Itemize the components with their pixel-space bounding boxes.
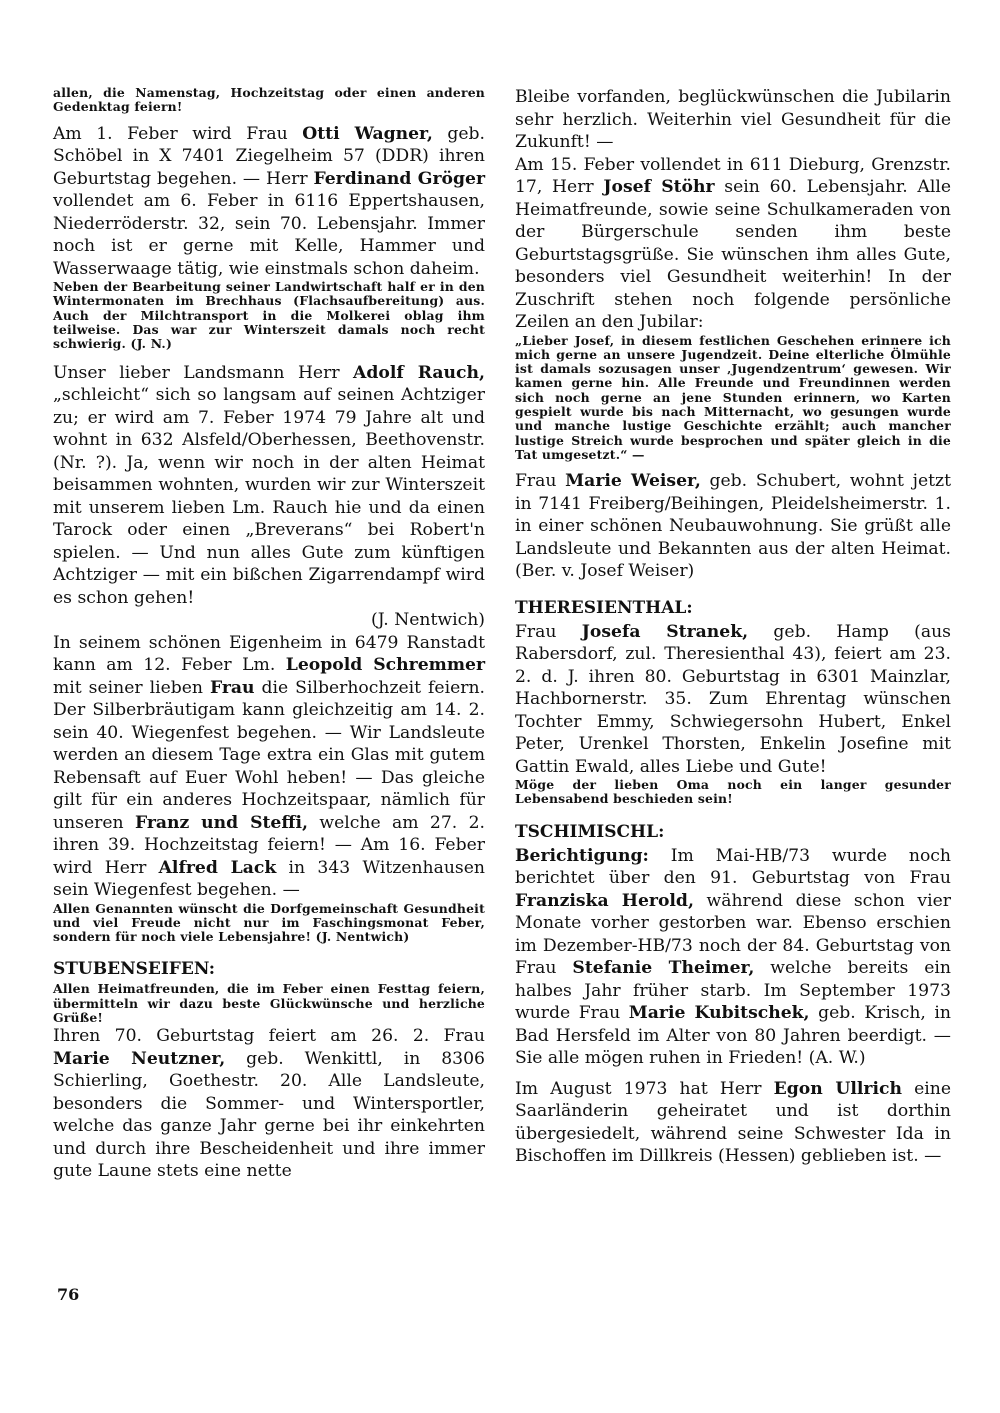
right-column [515, 86, 951, 1168]
heading-stubenseifen: STUBENSEIFEN: [53, 959, 216, 980]
left-column [53, 86, 485, 1183]
paragraph-continuation: Bleibe vorfanden, beglückwünschen die Jubilarin sehr herzlich. Weiterhin viel Gesundheit für die Zukunft! — [515, 87, 951, 152]
paragraph-weiser: Frau Marie Weiser, geb. Schubert, wohnt jetzt in 7141 Freiberg/Beihingen, Pleidelsheimerstr. 1. in einer schönen Neubauwohnung. Sie grüßt alle Landsleute und Bekannten aus der alten Heimat. (Ber. v. Josef Weiser) [515, 471, 951, 582]
signature-nentwich: (J. Nentwich) [371, 610, 485, 631]
heading-tschimischl: TSCHIMISCHL: [515, 821, 665, 842]
paragraph-stoehr: Am 15. Feber vollendet in 611 Dieburg, Grenzstr. 17, Herr Josef Stöhr sein 60. Lebensjahr. Alle Heimatfreunde, sowie seine Schulkameraden von der Bürgerschule senden ihm beste Geburtstagsgrüße. Sie wünschen ihm alles Gute, besonders viel Gesundheit weiterhin! In der Zuschrift stehen noch folgende persönliche Zeilen an den Jubilar: [515, 154, 951, 332]
paragraph-neutzner: Ihren 70. Geburtstag feiert am 26. 2. Frau Marie Neutzner, geb. Wenkittl, in 8306 Schierling, Goethestr. 20. Alle Landsleute, besonders die Sommer- und Wintersportler, welche das ganze Jahr gerne bei ihr einkehrten und durch ihre Bescheidenheit und ihre immer gute Laune stets eine nette [53, 1026, 485, 1182]
quote-letter: „Lieber Josef, in diesem festlichen Geschehen erinnere ich mich gerne an unsere Jugendzeit. Deine elterliche Ölmühle ist damals sozusagen unser ‚Jugendzentrum‘ gewesen. Wir kamen gerne hin. Alle Freunde und Freundinnen werden sich noch gerne an jene Stunden erinnern, wo Karten gespielt wurde bis nach Mitternacht, wo gesungen wurde und manche lustige Geschichte erzählt; auch mancher lustige Streich wurde besprochen und später gleich in die Tat umgesetzt.“ — [515, 332, 951, 462]
paragraph-ullrich: Im August 1973 hat Herr Egon Ullrich eine Saarländerin geheiratet und ist dorthin übergesiedelt, während seine Schwester Ida in Bischoffen im Dillkreis (Hessen) geblieben ist. — [515, 1078, 952, 1167]
paragraph-schremmer: In seinem schönen Eigenheim in 6479 Ranstadt kann am 12. Feber Lm. Leopold Schremmer mit seiner lieben Frau die Silberhochzeit feiern. Der Silberbräutigam kann gleichzeitig am 14. 2. sein 40. Wiegenfest begehen. — Wir Landsleute werden an diesem Tage extra ein Glas mit gutem Rebensaft auf Euer Wohl heben! — Das gleiche gilt für ein anderes Hochzeitspaar, nämlich für unseren Franz und Steffi, welche am 27. 2. ihren 39. Hochzeitstag feiern! — Am 16. Feber wird Herr Alfred Lack in 343 Witzenhausen sein Wiegenfest begehen. — [53, 632, 485, 901]
note-groeger: Neben der Bearbeitung seiner Landwirtschaft half er in den Wintermonaten im Brechhaus (Flachsaufbereitung) aus. Auch der Milchtransport in die Molkerei oblag ihm teilweise. Das war zur Winterszeit damals noch recht schwierig. (J. N.) [53, 279, 485, 352]
paragraph-berichtigung: Berichtigung: Im Mai-HB/73 wurde noch berichtet über den 91. Geburtstag von Frau Franziska Herold, während diese schon vier Monate vorher gestorben war. Ebenso erschien im Dezember-HB/73 noch der 84. Geburtstag von Frau Stefanie Theimer, welche bereits ein halbes Jahr früher starb. Im September 1973 wurde Frau Marie Kubitschek, geb. Krisch, in Bad Hersfeld im Alter von 80 Jahren beerdigt. — Sie alle mögen ruhen in Frieden! (A. W.) [515, 845, 951, 1069]
note-stubenseifen: Allen Heimatfreunden, die im Feber einen Festtag feiern, übermitteln wir dazu beste Glückwünsche und herzliche Grüße! [53, 981, 485, 1026]
heading-theresienthal: THERESIENTHAL: [515, 597, 693, 618]
paragraph-stranek: Frau Josefa Stranek, geb. Hamp (aus Rabersdorf, zul. Theresienthal 43), feiert am 23. 2. d. J. ihren 80. Geburtstag in 6301 Mainzlar, Hachbornerstr. 35. Zum Ehrentag wünschen Tochter Emmy, Schwiegersohn Hubert, Enkel Peter, Urenkel Thorsten, Enkelin Josefine mit Gattin Ewald, alles Liebe und Gute! [515, 621, 951, 777]
page-number: 76 [57, 1285, 80, 1304]
note-oma: Möge der lieben Oma noch ein langer gesunder Lebensabend beschieden sein! [515, 777, 951, 807]
paragraph-wagner-groeger: Am 1. Feber wird Frau Otti Wagner, geb. Schöbel in X 7401 Ziegelheim 57 (DDR) ihren Geburtstag begehen. — Herr Ferdinand Gröger vollendet am 6. Feber in 6116 Eppertshausen, Niederröderstr. 32, sein 70. Lebensjahr. Immer noch ist er gerne mit Kelle, Hammer und Wasserwaage tätig, wie einstmals schon daheim. [53, 123, 486, 279]
note-dorfgemeinschaft: Allen Genannten wünscht die Dorfgemeinschaft Gesundheit und viel Freude nicht nur im Faschingsmonat Feber, sondern für noch viele Lebensjahre! (J. Nentwich) [53, 900, 485, 945]
paragraph-rauch: Unser lieber Landsmann Herr Adolf Rauch, „schleicht“ sich so langsam auf seinen Achtziger zu; er wird am 7. Feber 1974 79 Jahre alt und wohnt in 632 Alsfeld/Oberhessen, Beethovenstr. (Nr. ?). Ja, wenn wir noch in der alten Heimat beisammen wohnten, wurden wir zur Winterszeit mit unserem lieben Lm. Rauch hie und da einen Tarock oder einen „Breverans“ bei Robert'n spielen. — Und nun alles Gute zum künftigen Achtziger — mit ein bißchen Zigarrendampf wird es schon gehen! [53, 362, 485, 608]
intro-note: allen, die Namenstag, Hochzeitstag oder einen anderen Gedenktag feiern! [53, 85, 485, 115]
